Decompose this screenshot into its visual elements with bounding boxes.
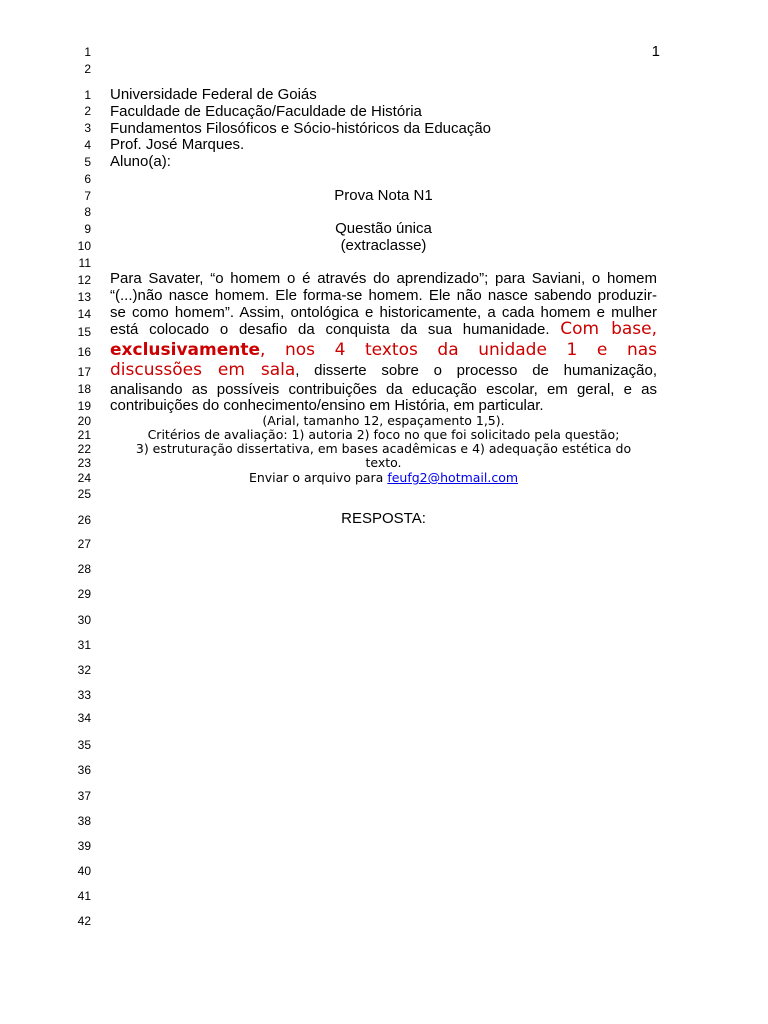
email-link[interactable]: feufg2@hotmail.com — [387, 470, 519, 485]
send-label: Enviar o arquivo para — [248, 470, 384, 485]
line-number: 40 — [77, 864, 91, 878]
line-number: 21 — [77, 428, 91, 442]
line-number: 30 — [77, 613, 91, 627]
format-instruction: (Arial, tamanho 12, espaçamento 1,5). — [262, 413, 505, 428]
line-number: 6 — [84, 172, 91, 186]
line-number: 27 — [77, 537, 91, 551]
line-number: 11 — [78, 256, 91, 270]
line-number: 1 — [84, 45, 91, 59]
line-number: 10 — [77, 239, 91, 253]
line-number: 12 — [77, 273, 91, 287]
criteria-line: Critérios de avaliação: 1) autoria 2) foco no que foi solicitado pela questão; — [147, 427, 620, 442]
line-number: 17 — [77, 365, 91, 379]
line-number: 18 — [77, 382, 91, 396]
question-line — [110, 362, 657, 379]
line-number: 25 — [77, 487, 91, 501]
line-number: 39 — [77, 839, 91, 853]
highlighted-bold-text: exclusivamente — [110, 340, 261, 360]
line-number: 19 — [77, 399, 91, 413]
highlighted-text: , nos 4 textos da unidade 1 e nas — [260, 340, 657, 360]
line-number: 24 — [77, 471, 91, 485]
line-number: 15 — [77, 325, 91, 339]
send-instruction — [110, 470, 657, 485]
line-number: 4 — [84, 138, 91, 152]
line-number: 2 — [84, 104, 91, 118]
line-number: 2 — [84, 62, 91, 76]
line-number: 32 — [77, 663, 91, 677]
course-name: Fundamentos Filosóficos e Sócio-históricos da Educação — [110, 120, 492, 137]
faculty-name: Faculdade de Educação/Faculdade de História — [110, 103, 422, 120]
line-number: 13 — [77, 290, 91, 304]
line-number: 28 — [77, 562, 91, 576]
line-number: 1 — [84, 88, 91, 102]
question-line — [110, 321, 657, 338]
line-number: 14 — [77, 307, 91, 321]
university-name: Universidade Federal de Goiás — [110, 86, 317, 103]
question-line: se como homem”. Assim, ontológica e historicamente, a cada homem e mulher — [110, 304, 657, 321]
line-number: 23 — [77, 456, 91, 470]
professor-name: Prof. José Marques. — [110, 136, 245, 153]
question-subtitle: (extraclasse) — [340, 237, 427, 254]
line-number: 33 — [77, 688, 91, 702]
line-number: 8 — [84, 205, 91, 219]
line-number: 3 — [84, 121, 91, 135]
line-number: 37 — [77, 789, 91, 803]
exam-title: Prova Nota N1 — [334, 187, 433, 204]
question-title: Questão única — [335, 220, 432, 237]
line-number: 42 — [77, 914, 91, 928]
question-line: “(...)não nasce homem. Ele forma-se homem. Ele não nasce sabendo produzir- — [110, 287, 657, 304]
question-line: contribuições do conhecimento/ensino em História, em particular. — [110, 397, 544, 414]
line-number: 22 — [77, 442, 91, 456]
student-label: Aluno(a): — [110, 153, 171, 170]
line-number: 34 — [77, 711, 91, 725]
answer-label: RESPOSTA: — [341, 510, 426, 527]
question-line: analisando as possíveis contribuições da educação escolar, em geral, e as — [110, 381, 657, 398]
question-text: , disserte sobre o processo de humanização, — [295, 362, 657, 379]
line-number: 20 — [77, 414, 91, 428]
criteria-line: texto. — [365, 455, 402, 470]
line-number: 16 — [77, 345, 91, 359]
line-number: 9 — [84, 222, 91, 236]
line-number: 41 — [77, 889, 91, 903]
highlighted-text: Com base, — [560, 319, 657, 339]
line-number: 36 — [77, 763, 91, 777]
line-number: 7 — [84, 189, 91, 203]
question-text: está colocado o desafio da conquista da sua humanidade. — [110, 321, 550, 338]
line-number: 5 — [84, 155, 91, 169]
line-number: 35 — [77, 738, 91, 752]
highlighted-text: discussões em sala — [110, 360, 296, 380]
line-number: 38 — [77, 814, 91, 828]
line-number: 26 — [77, 513, 91, 527]
line-number: 31 — [77, 638, 91, 652]
criteria-line: 3) estruturação dissertativa, em bases acadêmicas e 4) adequação estética do — [135, 441, 632, 456]
line-number: 29 — [77, 587, 91, 601]
question-line — [110, 341, 657, 360]
question-line: Para Savater, “o homem o é através do aprendizado”; para Saviani, o homem — [110, 270, 657, 287]
page-number: 1 — [651, 43, 660, 60]
